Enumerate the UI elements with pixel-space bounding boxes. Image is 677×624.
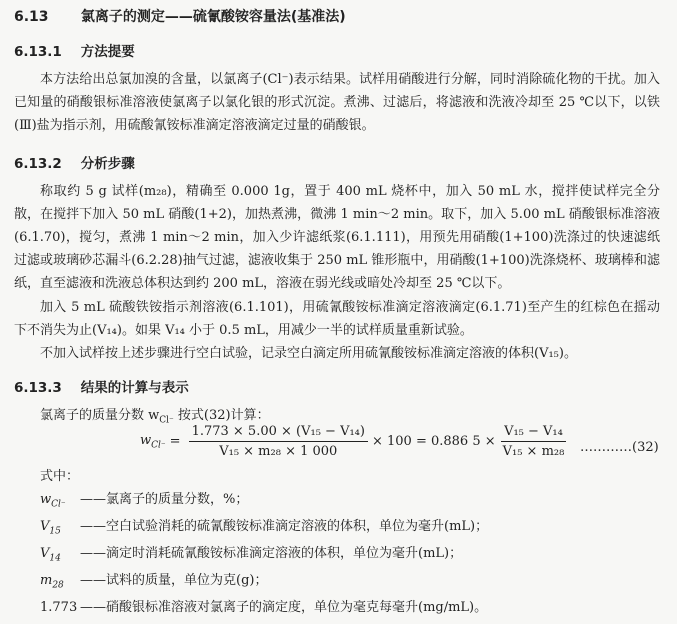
definition-text: ——空白试验消耗的硫氰酸铵标准滴定溶液的体积，单位为毫升(mL)； [80, 518, 489, 534]
method-summary-paragraph: 本方法给出总氯加溴的含量，以氯离子(Cl⁻)表示结果。试样用硝酸进行分解，同时消除硫化物的干扰。加入已知量的硝酸银标准溶液使氯离子以氯化银的形式沉淀。煮沸、过滤后，将滤液和洗液冷却至 25 ℃以下，以铁(Ⅲ)盐为指示剂，用硫酸氰铵标准滴定溶液滴定过量的硝酸银。 [14, 72, 660, 133]
definition-row [40, 516, 488, 543]
formula-intro: 氯离子的质量分数 $w_{Cl^-}$ 按式(32)计算： [40, 408, 270, 426]
definition-symbol: 1.773 [40, 599, 78, 615]
definition-symbol: $V_{15}$ [40, 518, 61, 537]
fraction-2: $\frac{\text{V₁₅ − V₁₄}}{\text{V₁₅ × m₂₈}}$ [502, 424, 565, 459]
definition-symbol: $w_{Cl^-}$ [40, 491, 66, 510]
definition-symbol: $V_{14}$ [40, 545, 61, 564]
procedure-paragraph-1: 称取约 5 g 试样(m₂₈)，精确至 0.000 1g，置于 400 mL 烧杯中，加入 50 mL 水，搅拌使试样完全分散，在搅拌下加入 50 mL 硝酸(1+2)，加热煮沸，微沸 1 min～2 min。取下，加入 5.00 mL 硝酸银标准溶液(6.1.70)，搅匀，煮沸 1 min～2 min，加入少许滤纸浆(6.1.111)，用预先用硝酸(1+100)洗涤过的快速滤纸过滤或玻璃砂芯漏斗(6.2.28)抽气过滤，滤液收集于 250 mL 锥形瓶中，用硝酸(1+100)洗涤烧杯、玻璃棒和滤纸，直至滤液和洗液总体积达到约 200 mL，溶液在弱光线或暗处冷却至 25 ℃以下。 [14, 184, 660, 291]
definition-row [40, 570, 488, 597]
definition-text: ——氯离子的质量分数，%； [80, 491, 249, 507]
procedure-paragraph-2: 加入 5 mL 硫酸铁铵指示剂溶液(6.1.101)，用硫氰酸铵标准滴定溶液滴定(6.1.71)至产生的红棕色在摇动下不消失为止(V₁₄)。如果 V₁₄ 小于 0.5 mL，用减少一半的试样质量重新试验。 [14, 300, 660, 338]
section-title: 氯离子的测定——硫氰酸铵容量法(基准法) [80, 9, 346, 25]
procedure-paragraph-3: 不加入试样按上述步骤进行空白试验，记录空白滴定所用硫氰酸铵标准滴定溶液的体积(V₁₅)。 [40, 346, 577, 361]
section-heading [14, 6, 346, 26]
subsection-title: 结果的计算与表示 [80, 380, 189, 396]
fraction-1: $\frac{\text{1.773 × 5.00 × (V₁₅ − V₁₄)}}{\text{V₁₅ × m₂₈ × 1 000}}$ [189, 424, 368, 459]
definition-row [40, 597, 488, 624]
definition-text: ——滴定时消耗硫氰酸铵标准滴定溶液的体积，单位为毫升(mL)； [80, 545, 463, 561]
subsection-heading-1 [14, 40, 135, 60]
definitions [40, 466, 488, 624]
subsection-number: 6.13.3 [14, 380, 62, 396]
definition-symbol: $m_{28}$ [40, 572, 64, 591]
where-label: 式中： [40, 469, 80, 484]
subsection-title: 方法提要 [80, 44, 135, 60]
subsection-heading-3 [14, 376, 189, 396]
definition-row [40, 489, 488, 516]
subsection-number: 6.13.1 [14, 44, 62, 60]
formula-lhs: $w_{Cl^-}$ [140, 432, 166, 451]
definition-row [40, 543, 488, 570]
formula-32: $w_{Cl^-}$ = $\frac{\text{1.773 × 5.00 × (V₁₅ − V₁₄)}}{\text{V₁₅ × m₂₈ × 1 000}}$ × 100 = 0.886 5 × $\frac{\text{V₁₅ − V₁₄}}{\text{V₁₅ × m₂₈}}$ [140, 424, 571, 459]
formula-middle: × 100 = 0.886 5 × [371, 434, 496, 449]
subsection-title: 分析步骤 [80, 156, 135, 172]
subsection-heading-2 [14, 152, 135, 172]
section-number: 6.13 [14, 9, 49, 25]
equation-number: …………(32) [580, 440, 659, 455]
subsection-number: 6.13.2 [14, 156, 62, 172]
definition-text: ——试料的质量，单位为克(g)； [80, 572, 268, 588]
definition-text: ——硝酸银标准溶液对氯离子的滴定度，单位为毫克每毫升(mg/mL)。 [80, 599, 488, 615]
